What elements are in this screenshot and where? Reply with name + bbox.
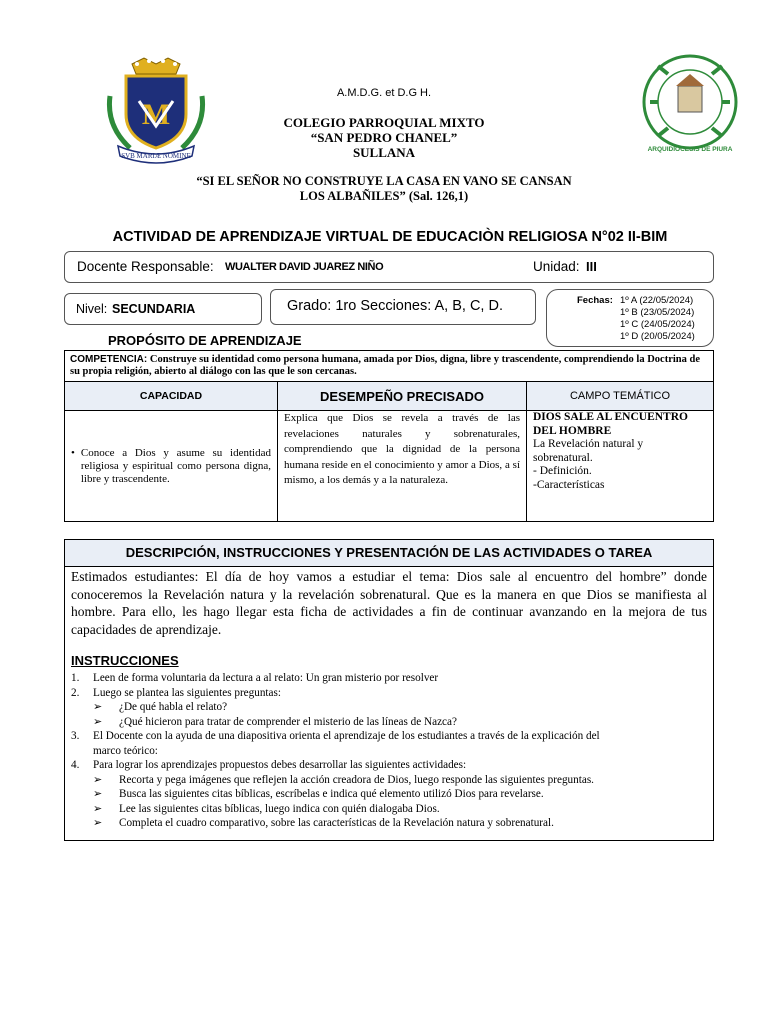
instruccion-text: Leen de forma voluntaria da lectura a al relato: Un gran misterio por resolver (93, 672, 439, 684)
arrow-bullet-icon: ➢ (93, 802, 103, 815)
activity-text: Lee las siguientes citas bíblicas, luego indica con quién dialogaba Dios. (119, 802, 440, 815)
fechas-box (546, 289, 714, 347)
fechas-list (620, 295, 695, 343)
question-text: ¿De qué habla el relato? (119, 701, 228, 713)
verse-line2: LOS ALBAÑILES” (Sal. 126,1) (299, 189, 469, 203)
arrow-bullet-icon: ➢ (93, 773, 103, 786)
question-item (71, 700, 707, 715)
nivel-box (64, 293, 262, 325)
activity-item (71, 787, 707, 802)
fecha-item: 1º A (22/05/2024) (620, 295, 694, 306)
nivel-value: SECUNDARIA (112, 302, 196, 316)
activity-item (71, 816, 707, 831)
fecha-item: 1º D (20/05/2024) (620, 331, 695, 342)
instrucciones-list (71, 671, 707, 831)
arrow-bullet-icon: ➢ (93, 817, 103, 829)
activity-text: Completa el cuadro comparativo, sobre las características de la Revelación natura y sobrenatural. (119, 817, 554, 829)
capacidad-header: CAPACIDAD (65, 382, 278, 411)
school-name-line2: “SAN PEDRO CHANEL” (310, 130, 458, 145)
capacidad-text: Conoce a Dios y asume su identidad religiosa y espiritual como persona digna, libre y trascendente. (80, 446, 271, 485)
instruccion-item (71, 671, 707, 686)
fecha-item: 1º C (24/05/2024) (620, 319, 695, 330)
campo-cell (527, 411, 714, 522)
school-name (234, 115, 534, 160)
bullet-icon: • (71, 446, 75, 459)
campo-header: CAMPO TEMÁTICO (527, 382, 714, 411)
activity-text: Busca las siguientes citas bíblicas, escríbelas e indica qué elemento utilizó Dios para revelarse. (119, 788, 544, 800)
school-name-line1: COLEGIO PARROQUIAL MIXTO (283, 115, 485, 130)
fecha-item: 1º B (23/05/2024) (620, 307, 695, 318)
activity-text: Recorta y pega imágenes que reflejen la acción creadora de Dios, luego responde las siguientes preguntas. (119, 773, 594, 786)
instruccion-text: Para lograr los aprendizajes propuestos debes desarrollar las siguientes actividades: (93, 759, 467, 771)
docente-box (64, 251, 714, 283)
verse-quote (160, 174, 608, 204)
instruccion-item (71, 758, 707, 773)
campo-line3: - Definición. (533, 465, 592, 477)
instruccion-item (71, 686, 707, 701)
activity-item (71, 802, 707, 817)
crest-motto: SVB MARIÆ NOMINE (121, 152, 191, 160)
instruccion-text-line2: marco teórico: (93, 744, 158, 757)
competencia-label: COMPETENCIA: (70, 354, 148, 365)
competencia-text: Construye su identidad como persona humana, amada por Dios, digna, libre y trascendente, comprendiendo la Doctrina de su propia religión, abierto al diálogo con las que le son cercanas. (70, 354, 700, 377)
campo-title-line1: DIOS SALE AL ENCUENTRO (533, 411, 688, 423)
instruccion-number: 2. (71, 686, 80, 699)
instruccion-number: 1. (71, 672, 80, 684)
question-text: ¿Qué hicieron para tratar de comprender el misterio de las líneas de Nazca? (119, 715, 457, 728)
grado-text: Grado: 1ro Secciones: A, B, C, D. (287, 298, 503, 314)
instruccion-text-line1: El Docente con la ayuda de una diapositiva orienta el aprendizaje de los estudiantes a través de la explicación del (93, 730, 600, 742)
capacidad-cell (65, 411, 278, 522)
desempeno-header: DESEMPEÑO PRECISADO (278, 382, 527, 411)
unidad-label: Unidad: (533, 259, 580, 274)
consortium-logo (638, 52, 742, 156)
activity-item (71, 773, 707, 788)
instruccion-item (71, 729, 707, 758)
unidad-value: III (586, 259, 597, 274)
instruccion-number: 3. (71, 730, 80, 742)
competencia-cell (65, 351, 714, 382)
arrow-bullet-icon: ➢ (93, 788, 103, 800)
arrow-bullet-icon: ➢ (93, 701, 103, 713)
nivel-label: Nivel: (76, 302, 108, 316)
campo-line2: sobrenatural. (533, 451, 593, 464)
question-item (71, 715, 707, 730)
svg-text:M: M (141, 98, 171, 131)
desempeno-cell: Explica que Dios se revela a través de las revelaciones naturales y sobrenaturales, comprendiendo que la dignidad de la persona humana reside en el conocimiento y amor a Dios, a sí mismo, a los demás y a la naturaleza. (278, 411, 527, 522)
instruccion-text: Luego se plantea las siguientes preguntas: (93, 686, 281, 699)
descripcion-title: DESCRIPCIÓN, INSTRUCCIONES Y PRESENTACIÓN DE LAS ACTIVIDADES O TAREA (65, 540, 713, 567)
verse-line1: “SI EL SEÑOR NO CONSTRUYE LA CASA EN VANO SE CANSAN (196, 174, 572, 188)
instruccion-text (93, 729, 600, 758)
proposito-title: PROPÓSITO DE APRENDIZAJE (108, 333, 302, 348)
instruccion-number: 4. (71, 759, 80, 771)
activity-title: ACTIVIDAD DE APRENDIZAJE VIRTUAL DE EDUCACIÒN RELIGIOSA N°02 II-BIM (112, 229, 668, 245)
fechas-label: Fechas: (577, 295, 613, 306)
campo-line1: La Revelación natural y (533, 438, 644, 450)
grado-box (270, 289, 536, 325)
docente-label: Docente Responsable: (77, 259, 214, 274)
campo-line4: -Características (533, 478, 605, 491)
campo-title-line2: DEL HOMBRE (533, 424, 612, 437)
instrucciones-title: INSTRUCCIONES (71, 653, 179, 668)
amdg-motto: A.M.D.G. et D.G H. (336, 87, 432, 99)
intro-paragraph: Estimados estudiantes: El día de hoy vamos a estudiar el tema: Dios sale al encuentro del hombre” donde conoceremos la Revelación natura y la revelación sobrenatural. Que es la manera en que Dios se manifiesta al hombre. Para ello, les hago llegar esta ficha de actividades a fin de continuar avanzando en la mejora de tus capacidades de aprendizaje. (71, 569, 707, 637)
descripcion-section (64, 539, 714, 841)
arrow-bullet-icon: ➢ (93, 715, 103, 728)
school-crest-logo (104, 56, 208, 168)
school-name-line3: SULLANA (352, 145, 416, 160)
competencia-table (64, 350, 714, 522)
docente-name: WUALTER DAVID JUAREZ NIÑO (225, 261, 384, 273)
consortium-caption: ARQUIDIÓCESIS DE PIURA (647, 146, 733, 153)
